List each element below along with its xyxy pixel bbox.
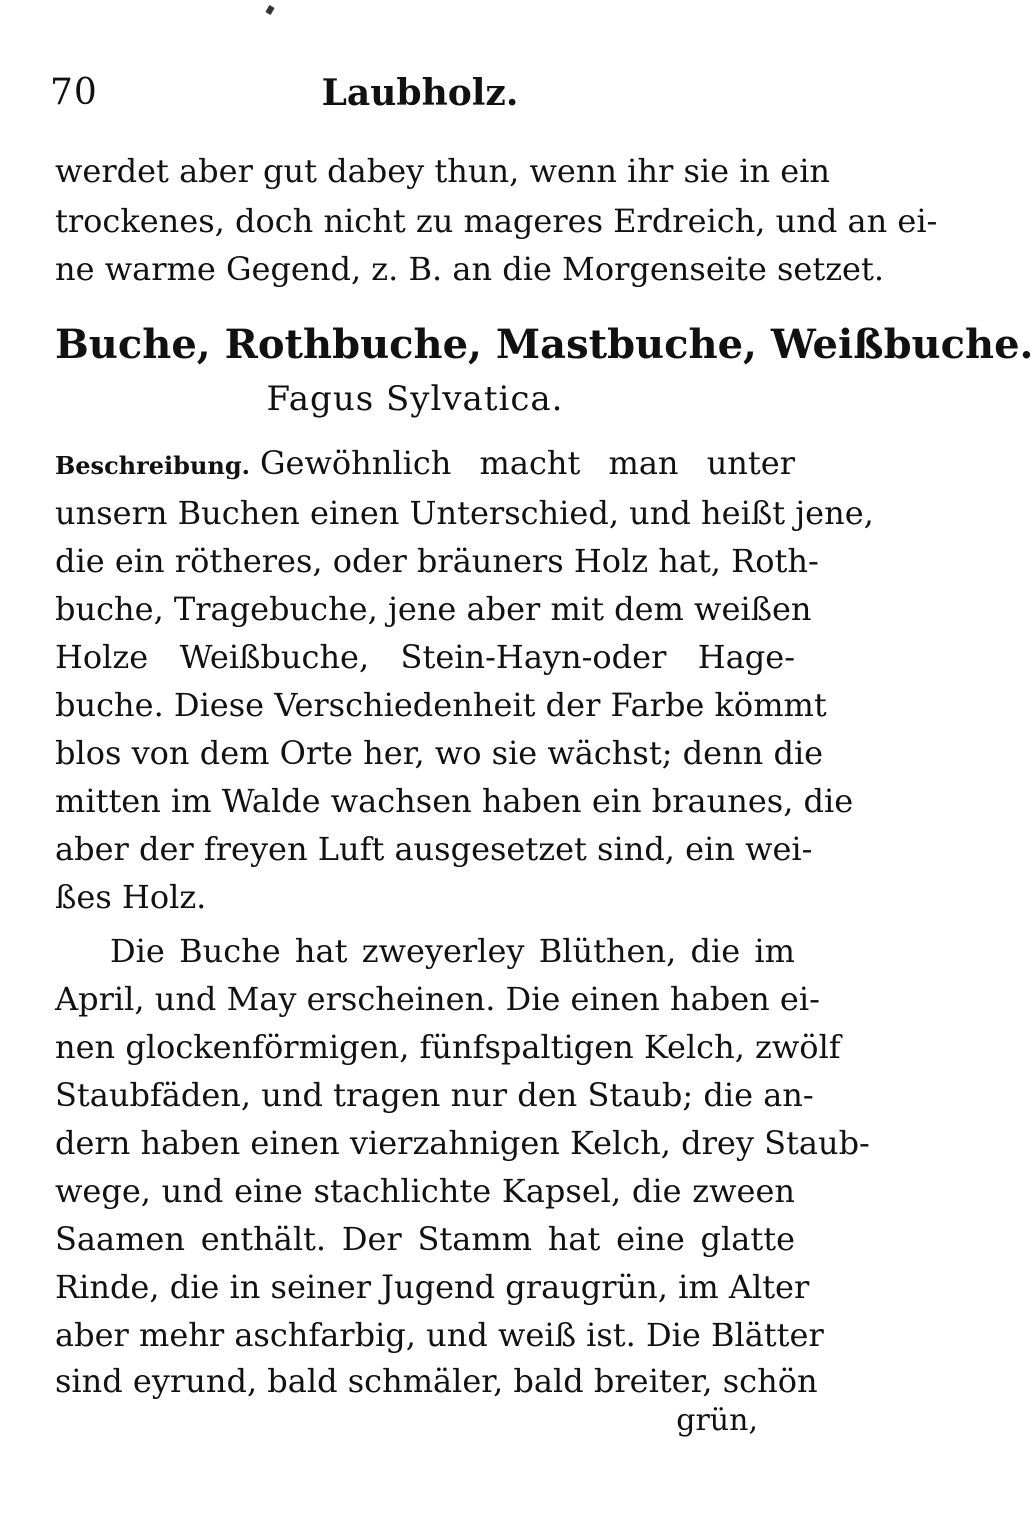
text-run: Gewöhnlich macht man unter xyxy=(259,444,795,482)
text-line: Saamen enthält. Der Stamm hat eine glatte xyxy=(55,1220,795,1258)
text-line: wege, und eine stachlichte Kapsel, die zween xyxy=(55,1172,795,1210)
text-line: unsern Buchen einen Unterschied, und heißt jene, xyxy=(55,494,874,532)
text-line: trockenes, doch nicht zu mageres Erdreich, und an ei- xyxy=(55,202,938,240)
latin-name: Fagus Sylvatica. xyxy=(266,379,564,419)
text-line: Die Buche hat zweyerley Blüthen, die im xyxy=(110,932,795,970)
text-line: April, und May erscheinen. Die einen haben ei- xyxy=(55,980,820,1018)
text-line: buche, Tragebuche, jene aber mit dem weißen xyxy=(55,590,812,628)
text-line: werdet aber gut dabey thun, wenn ihr sie in ein xyxy=(55,152,831,190)
running-head: Laubholz. xyxy=(321,72,519,114)
page-header xyxy=(50,72,790,122)
description-label: Beschreibung. xyxy=(55,451,250,480)
text-line: blos von dem Orte her, wo sie wächst; denn die xyxy=(55,734,824,772)
text-line: Holze Weißbuche, Stein-Hayn-oder Hage- xyxy=(55,638,795,676)
text-line: sind eyrund, bald schmäler, bald breiter, schön xyxy=(55,1362,818,1400)
text-line: nen glockenförmigen, fünfspaltigen Kelch, zwölf xyxy=(55,1028,841,1066)
ink-mark xyxy=(265,5,274,15)
text-line: aber der freyen Luft ausgesetzet sind, ein wei- xyxy=(55,830,813,868)
text-line: Rinde, die in seiner Jugend graugrün, im Alter xyxy=(55,1268,810,1306)
text-line: ne warme Gegend, z. B. an die Morgenseite setzet. xyxy=(55,250,885,288)
catchword: grün, xyxy=(676,1403,758,1438)
text-line: die ein rötheres, oder bräuners Holz hat, Roth- xyxy=(55,542,819,580)
text-line: aber mehr aschfarbig, und weiß ist. Die Blätter xyxy=(55,1316,824,1354)
section-heading: Buche, Rothbuche, Mastbuche, Weißbuche. xyxy=(55,321,1033,368)
text-line: mitten im Walde wachsen haben ein braunes, die xyxy=(55,782,854,820)
text-line: buche. Diese Verschiedenheit der Farbe kömmt xyxy=(55,686,827,724)
text-line: Staubfäden, und tragen nur den Staub; die an- xyxy=(55,1076,814,1114)
text-line: ßes Holz. xyxy=(55,878,207,916)
text-line: dern haben einen vierzahnigen Kelch, drey Staub- xyxy=(55,1124,870,1162)
page-number: 70 xyxy=(50,72,98,113)
paragraph-first-line xyxy=(55,440,795,486)
